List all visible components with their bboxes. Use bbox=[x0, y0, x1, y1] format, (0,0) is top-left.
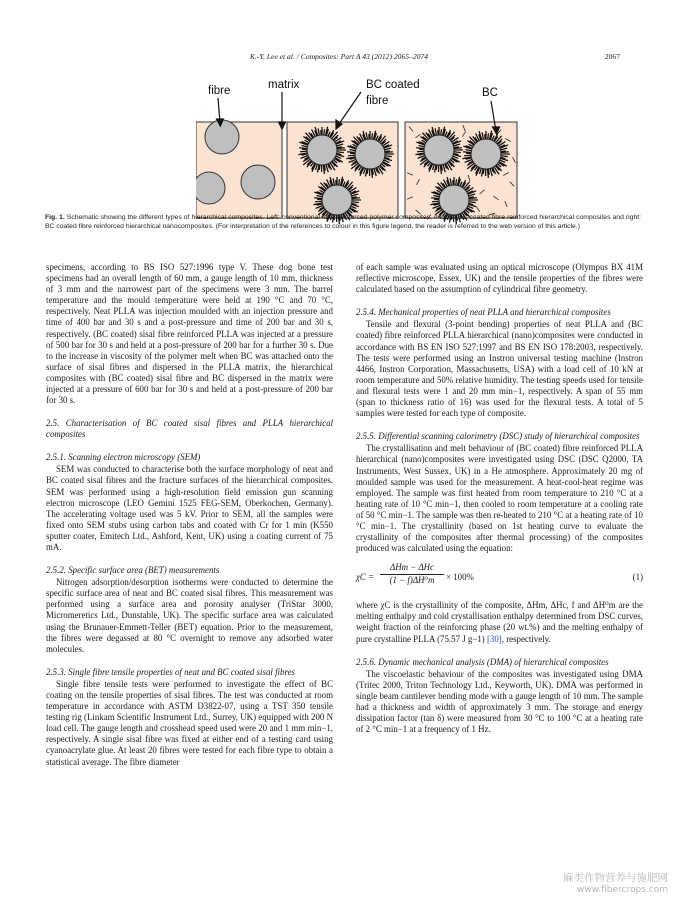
fibre-circle bbox=[196, 172, 225, 204]
fibre-core bbox=[439, 185, 469, 215]
caption-label: Fig. 1. bbox=[45, 214, 65, 221]
label-bc-coated: BC coated bbox=[366, 79, 420, 91]
running-title: K.-Y. Lee et al. / Composites: Part A 43 (2012) 2065–2074 bbox=[249, 52, 429, 61]
where-text-end: , respectively. bbox=[501, 633, 551, 644]
section-heading: 2.5. Characterisation of BC coated sisal fibres and PLLA hierarchical composites bbox=[46, 418, 333, 440]
subsection-heading: 2.5.1. Scanning electron microscopy (SEM) bbox=[46, 452, 201, 463]
subsection-heading: 2.5.2. Specific surface area (BET) measurements bbox=[46, 565, 220, 576]
subsection-heading: 2.5.6. Dynamic mechanical analysis (DMA) of hierarchical composites bbox=[356, 656, 609, 667]
fibre-core bbox=[322, 185, 352, 215]
caption-text: Schematic showing the different types of hierarchical composites. Left: conventional fibre reinforced polymer composites, middle: BC coated fibre reinforced hierarchical composites and right: BC coated fibre reinforced hierarchical nanocomposites. (For interpretation of the references to colour in this figure legend, the reader is referred to the web version of this article.) bbox=[45, 214, 641, 231]
equation-denominator: (1 − f)ΔH⁰m bbox=[389, 575, 435, 586]
label-bc: BC bbox=[482, 87, 498, 99]
reference-link[interactable]: [30] bbox=[486, 633, 502, 644]
paragraph: The viscoelastic behaviour of the composites was investigated using DMA (Tritec 2000, Triton Technology Ltd., Keyworth, UK). DMA was performed in single beam cantilever bending mode with a gauge length of 10 mm. The sample had a thickness and width of approximately 3 mm. The storage and energy dissipation factor (tan δ) were measured from 30 °C to 100 °C at a heating rate of 2 °C min−1 at a frequency of 1 Hz. bbox=[356, 668, 643, 735]
page-number: 2067 bbox=[604, 52, 620, 61]
figure-1 bbox=[196, 74, 568, 224]
equation-numerator: ΔHm − ΔHc bbox=[380, 562, 444, 575]
fibre-core bbox=[355, 139, 385, 169]
label-matrix: matrix bbox=[268, 79, 300, 91]
subsection-heading: 2.5.4. Mechanical properties of neat PLLA and hierarchical composites bbox=[356, 307, 611, 318]
equation-times: × 100% bbox=[446, 572, 474, 583]
subsection-heading: 2.5.5. Differential scanning calorimetry (DSC) study of hierarchical composites bbox=[356, 431, 640, 442]
right-column bbox=[356, 262, 643, 735]
paragraph: Single fibre tensile tests were performed to investigate the effect of BC coating on the tensile properties of sisal fibres. The test was conducted at room temperature in accordance with ASTM D3822-07, using a TST 350 tensile testing rig (Linkam Scientific Instrument Ltd., Surrey, UK) equipped with 200 N load cell. The gauge length and crosshead speed used were 20 and 1 mm min−1, respectively. A single sisal fibre was fixed at either end of a testing card using cyanoacrylate glue. At least 20 fibres were tested for each fibre type to obtain a statistical average. The fibre diameter bbox=[46, 678, 333, 767]
fibre-core bbox=[424, 135, 454, 165]
paragraph: specimens, according to BS ISO 527:1996 type V. These dog bone test specimens had an overall length of 60 mm, a gauge length of 10 mm, thickness of 3 mm and the narrowest part of the specimens were 3 mm. The barrel temperature and the mould temperature were held at 190 °C and 70 °C, respectively. Neat PLLA was injection moulded with an injection pressure and time of 400 bar and 30 s and a post-pressure and time of 200 bar and 30 s, respectively. (BC coated) sisal fibre reinforced PLLA was injected at a pressure of 500 bar for 30 s and held at a post-pressure of 200 bar for a further 30 s. Due to the increase in viscosity of the polymer melt when BC was attached onto the surface of sisal fibres and dispersed in the PLLA matrix, the hierarchical composites with (BC coated) sisal fibre and BC dispersed in the matrix were injected at a pressure of 600 bar for 30 s and held at a post-pressure of 200 bar for 30 s. bbox=[46, 262, 333, 406]
paragraph: SEM was conducted to characterise both the surface morphology of neat and BC coated sisal fibres and the fracture surfaces of the hierarchical composites. SEM was performed using a high-resolution field emission gun scanning electron microscope (LEO Gemini 1525 FEG-SEM, Oberkochen, Germany). The accelerating voltage used was 5 kV. Prior to SEM, all the samples were fixed onto SEM stubs using carbon tabs and coated with Cr for 1 min (K550 sputter coater, Emitech Ltd., Ashford, Kent, UK) using a coating current of 75 mA. bbox=[46, 464, 333, 552]
figure-caption bbox=[45, 213, 641, 231]
equation-number: (1) bbox=[632, 572, 643, 583]
arrow-bc-coated bbox=[339, 92, 361, 124]
paragraph: of each sample was evaluated using an optical microscope (Olympus BX 41M reflective microscope, Essex, UK) and the tensile properties of the fibres were calculated based on the assumption of cylindrical fibre geometry. bbox=[356, 262, 643, 295]
paragraph: Nitrogen adsorption/desorption isotherms were conducted to determine the specific surface area of neat and BC coated sisal fibres. This measurement was performed using a surface area and porosity analyser (TriStar 3000, Micromeretics Ltd., Dunstable, UK). The specific surface area was calculated using the Brunauer-Emmett-Teller (BET) equation. Prior to the measurement, the fibres were degassed at 80 °C overnight to remove any adsorbed water molecules. bbox=[46, 577, 333, 654]
equation-lhs: χC = bbox=[356, 572, 375, 583]
running-header bbox=[0, 52, 678, 66]
equation-fraction bbox=[380, 562, 444, 586]
equation-1 bbox=[356, 562, 643, 592]
fibre-circle bbox=[241, 165, 275, 199]
watermark-line1: 麻类作物营养与施肥网 bbox=[563, 872, 668, 884]
subsection-heading: 2.5.3. Single fibre tensile properties of neat and BC coated sisal fibres bbox=[46, 666, 295, 677]
left-column bbox=[46, 262, 333, 768]
watermark bbox=[563, 872, 668, 896]
watermark-line2: www.fibercrops.com bbox=[577, 885, 668, 895]
paragraph bbox=[356, 600, 643, 644]
paragraph: Tensile and flexural (3-point bending) properties of neat PLLA and (BC coated) fibre reinforced PLLA hierarchical (nano)composites were conducted in accordance with BS EN ISO 527:1997 and BS EN ISO 178:2003, respectively. The tests were performed using an Instron universal testing machine (Instron 4466, Instron Corporation, Massachusetts, USA) with a load cell of 10 kN at room temperature and 50% relative humidity. The testing speeds used for tensile and flexural tests were 1 and 20 mm min−1, respectively. A span of 55 mm (span to thickness ratio of 16) was used for the flexural tests. A total of 5 samples were tested for each type of composite. bbox=[356, 319, 643, 419]
label-bc-coated-fibre: fibre bbox=[366, 95, 389, 107]
fibre-circle bbox=[205, 120, 239, 154]
fibre-core bbox=[307, 135, 337, 165]
paragraph: The crystallisation and melt behaviour of (BC coated) fibre reinforced PLLA hierarchical (nano)composites were investigated using DSC (DSC Q2000, TA Instruments, West Sussex, UK) in a He atmosphere. Approximately 20 mg of moulded sample was used for the measurement. A heat-cool-heat regime was employed. The sample was first heated from room temperature to 210 °C at a heating rate of 10 °C min−1, then cooled to room temperature at a cooling rate of 50 °C min−1. The sample was then re-heated to 210 °C at a heating rate of 10 °C min−1. The crystallinity (based on 1st heating curve to evaluate the crystallinity of the composites after thermal processing) of the composites produced was calculated using the equation: bbox=[356, 443, 643, 554]
label-fibre: fibre bbox=[208, 85, 231, 97]
fibre-core bbox=[471, 139, 501, 169]
where-text: where χC is the crystallinity of the composite, ΔHm, ΔHc, f and ΔH⁰m are the melting enthalpy and cold crystallisation enthalpy determined from DSC curves, weight fraction of the reinforcing phase (20 wt.%) and the melting enthalpy of pure crystalline PLLA (75.57 J g−1) bbox=[356, 600, 643, 644]
